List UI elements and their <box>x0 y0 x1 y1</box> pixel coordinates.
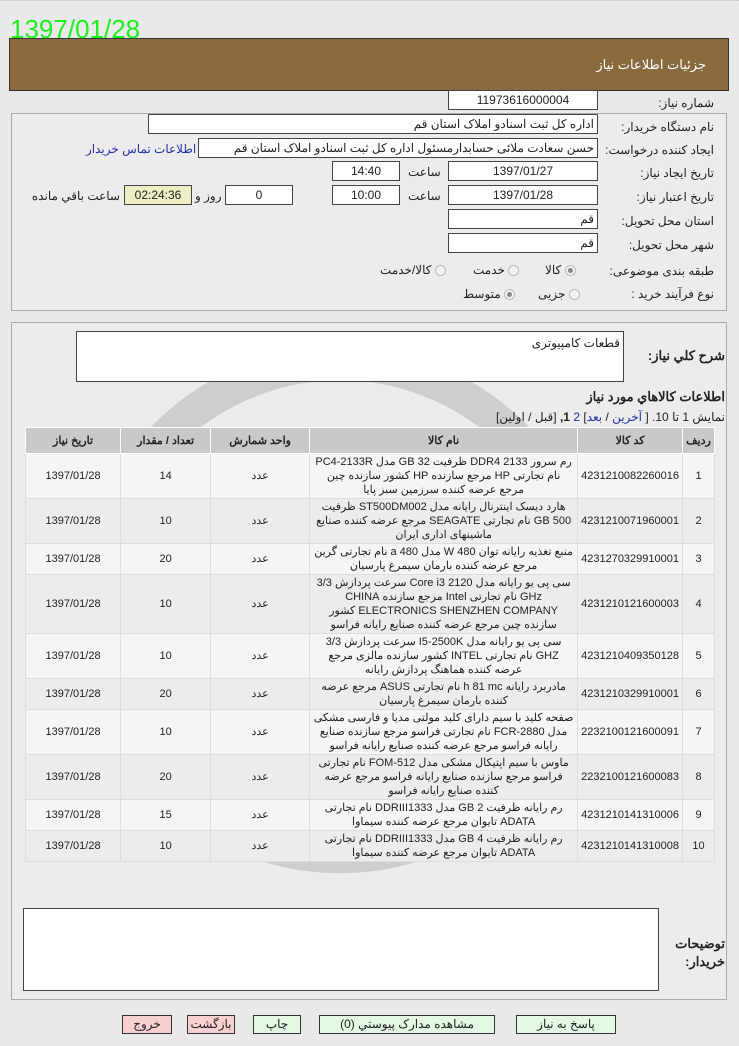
items-table <box>25 427 715 862</box>
cell-date: 1397/01/28 <box>26 575 121 634</box>
cell-row-number: 4 <box>683 575 715 634</box>
date-stamp: 1397/01/28 <box>10 14 141 44</box>
cell-qty: 15 <box>121 800 211 831</box>
need-number-label: شماره نیاز: <box>658 96 714 110</box>
created-time-label: ساعت <box>408 165 441 179</box>
cell-row-number: 7 <box>683 710 715 755</box>
category-option-both[interactable]: کالا/خدمت <box>380 263 446 277</box>
table-row <box>26 634 715 679</box>
col-name: نام کالا <box>310 428 578 454</box>
description-label: شرح کلي نياز: <box>647 348 725 363</box>
buyer-org-label: نام دستگاه خریدار: <box>621 120 714 134</box>
table-header-row <box>26 428 715 454</box>
table-row <box>26 755 715 800</box>
cell-date: 1397/01/28 <box>26 544 121 575</box>
cell-name: ماوس با سیم اپتیکال مشکی مدل FOM-512 نام تجارتی فراسو مرجع سازنده صنایع رایانه فراسو مرجع عرضه کننده صنایع رایانه فراسو <box>310 755 578 800</box>
cell-unit: عدد <box>211 454 310 499</box>
page-header <box>9 38 729 91</box>
cell-date: 1397/01/28 <box>26 831 121 862</box>
province-label: استان محل تحویل: <box>621 214 714 228</box>
cell-unit: عدد <box>211 634 310 679</box>
cell-code: 4231210082260016 <box>578 454 683 499</box>
cell-unit: عدد <box>211 800 310 831</box>
cell-code: 4231210071960001 <box>578 499 683 544</box>
radio-icon[interactable] <box>504 289 515 300</box>
buyer-org-field[interactable]: اداره کل ثبت اسنادو املاک استان قم <box>148 114 598 134</box>
radio-icon[interactable] <box>565 265 576 276</box>
buyer-notes-field[interactable] <box>23 908 659 991</box>
page-title: جزئیات اطلاعات نیاز <box>596 57 706 72</box>
cell-code: 4231210141310008 <box>578 831 683 862</box>
cell-code: 2232100121600083 <box>578 755 683 800</box>
exit-button[interactable]: خروج <box>122 1015 172 1034</box>
remaining-label: ساعت باقي مانده <box>31 189 120 203</box>
reply-button[interactable]: پاسخ به نیاز <box>516 1015 616 1034</box>
radio-icon[interactable] <box>435 265 446 276</box>
cell-name: صفحه کلید با سیم دارای کلید مولتی مدیا و فارسی مشکی مدل FCR-2880 نام تجارتی فراسو مرجع سازنده صنایع رایانه فراسو مرجع عرضه کننده صنایع رایانه فراسو <box>310 710 578 755</box>
cell-date: 1397/01/28 <box>26 679 121 710</box>
cell-row-number: 5 <box>683 634 715 679</box>
days-label: روز و <box>195 189 222 203</box>
cell-row-number: 1 <box>683 454 715 499</box>
valid-date-field[interactable]: 1397/01/28 <box>448 185 598 205</box>
cell-name: رم سرور DDR4 2133 ظرفیت 32 GB مدل PC4-2133R نام تجارتی HP مرجع سازنده HP کشور سازنده چین مرجع عرضه کننده سرزمین سبز پایا <box>310 454 578 499</box>
buyer-contact-link[interactable]: اطلاعات تماس خریدار <box>86 142 197 156</box>
cell-name: سی پی یو رایانه مدل I5-2500K سرعت پردازش 3/3 GHZ نام تجارتی INTEL کشور سازنده مالزی مرجع عرضه کننده هماهنگ پردازش رایانه <box>310 634 578 679</box>
cell-unit: عدد <box>211 710 310 755</box>
current-page: 1, <box>559 410 570 424</box>
cell-date: 1397/01/28 <box>26 755 121 800</box>
valid-time-field[interactable]: 10:00 <box>332 185 400 205</box>
items-title: اطلاعات کالاهاي مورد نياز <box>586 389 725 404</box>
radio-icon[interactable] <box>569 289 580 300</box>
cell-date: 1397/01/28 <box>26 710 121 755</box>
table-row <box>26 831 715 862</box>
cell-code: 2232100121600091 <box>578 710 683 755</box>
cell-row-number: 8 <box>683 755 715 800</box>
col-unit: واحد شمارش <box>211 428 310 454</box>
cell-row-number: 9 <box>683 800 715 831</box>
radio-icon[interactable] <box>508 265 519 276</box>
col-code: کد کالا <box>578 428 683 454</box>
table-row <box>26 575 715 634</box>
table-row <box>26 710 715 755</box>
cell-code: 4231210121600003 <box>578 575 683 634</box>
description-field[interactable]: قطعات کامپیوتری <box>76 331 624 382</box>
print-button[interactable]: چاپ <box>253 1015 301 1034</box>
process-option-medium[interactable]: متوسط <box>463 287 515 301</box>
cell-name: سی پی یو رایانه مدل Core i3 2120 سرعت پردازش 3/3 GHz نام تجارتی Intel مرجع سازنده CHINA ELECTRONICS SHENZHEN COMPANY کشور سازنده چین مرجع عرضه کننده صنایع رایانه فراسو <box>310 575 578 634</box>
cell-unit: عدد <box>211 544 310 575</box>
cell-name: رم رایانه ظرفیت 4 GB مدل DDRIII1333 نام تجارتی ADATA تایوان مرجع عرضه کننده سیماوا <box>310 831 578 862</box>
created-date-field[interactable]: 1397/01/27 <box>448 161 598 181</box>
cell-name: رم رایانه ظرفیت 2 GB مدل DDRIII1333 نام تجارتی ADATA تایوان مرجع عرضه کننده سیماوا <box>310 800 578 831</box>
cell-unit: عدد <box>211 831 310 862</box>
cell-qty: 20 <box>121 679 211 710</box>
table-row <box>26 499 715 544</box>
cell-date: 1397/01/28 <box>26 499 121 544</box>
page-2-link[interactable]: 2 <box>573 410 580 424</box>
view-attachments-button[interactable]: مشاهده مدارک پیوستي (0) <box>319 1015 495 1034</box>
creator-label: ایجاد کننده درخواست: <box>605 143 714 157</box>
cell-unit: عدد <box>211 575 310 634</box>
table-row <box>26 800 715 831</box>
table-row <box>26 544 715 575</box>
cell-qty: 10 <box>121 634 211 679</box>
table-row <box>26 454 715 499</box>
cell-qty: 14 <box>121 454 211 499</box>
cell-name: هارد دیسک اینترنال رایانه مدل ST500DM002 ظرفیت 500 GB نام تجارتی SEAGATE مرجع عرضه کننده صنایع ماشینهای اداری ایران <box>310 499 578 544</box>
city-field[interactable]: قم <box>448 233 598 253</box>
province-field[interactable]: قم <box>448 209 598 229</box>
category-label: طبقه بندی موضوعی: <box>609 264 714 278</box>
cell-unit: عدد <box>211 499 310 544</box>
cell-qty: 20 <box>121 755 211 800</box>
cell-date: 1397/01/28 <box>26 800 121 831</box>
back-button[interactable]: بازگشت <box>187 1015 235 1034</box>
cell-qty: 10 <box>121 499 211 544</box>
cell-date: 1397/01/28 <box>26 634 121 679</box>
valid-date-label: تاریخ اعتبار نیاز: <box>636 190 714 204</box>
cell-qty: 10 <box>121 710 211 755</box>
process-option-minor[interactable]: جزیی <box>538 287 580 301</box>
cell-qty: 10 <box>121 575 211 634</box>
process-label: نوع فرآیند خرید : <box>631 287 714 301</box>
table-row <box>26 679 715 710</box>
city-label: شهر محل تحویل: <box>628 238 714 252</box>
cell-qty: 20 <box>121 544 211 575</box>
cell-row-number: 10 <box>683 831 715 862</box>
cell-row-number: 6 <box>683 679 715 710</box>
days-field[interactable]: 0 <box>225 185 293 205</box>
col-date: تاریخ نیاز <box>26 428 121 454</box>
created-time-field[interactable]: 14:40 <box>332 161 400 181</box>
next-page-link[interactable]: بعد <box>586 410 603 424</box>
cell-code: 4231210409350128 <box>578 634 683 679</box>
cell-unit: عدد <box>211 679 310 710</box>
last-page-link[interactable]: آخرین <box>612 410 643 424</box>
cell-row-number: 3 <box>683 544 715 575</box>
cell-row-number: 2 <box>683 499 715 544</box>
category-option-goods[interactable]: کالا <box>545 263 576 277</box>
cell-name: منبع تغذیه رایانه توان 480 W مدل 480 a نام تجارتی گرین مرجع عرضه کننده بارمان سیمرغ پارسیان <box>310 544 578 575</box>
cell-code: 4231210329910001 <box>578 679 683 710</box>
cell-name: مادربرد رایانه h 81 mc نام تجارتی ASUS مرجع عرضه کننده بارمان سیمرغ پارسیان <box>310 679 578 710</box>
created-date-label: تاریخ ایجاد نیاز: <box>640 166 714 180</box>
need-number-field[interactable]: 11973616000004 <box>448 90 598 110</box>
cell-date: 1397/01/28 <box>26 454 121 499</box>
remaining-time-field: 02:24:36 <box>124 185 192 205</box>
creator-field[interactable]: حسن سعادت ملائی حسابدارمسئول اداره کل ثبت اسنادو املاک استان قم <box>198 138 598 158</box>
buyer-notes-label: توضیحات خریدار: <box>675 936 725 969</box>
valid-time-label: ساعت <box>408 189 441 203</box>
cell-qty: 10 <box>121 831 211 862</box>
top-divider <box>0 0 739 1</box>
cell-code: 4231270329910001 <box>578 544 683 575</box>
cell-unit: عدد <box>211 755 310 800</box>
cell-code: 4231210141310006 <box>578 800 683 831</box>
category-option-service[interactable]: خدمت <box>473 263 519 277</box>
pagination: نمایش 1 تا 10. [ آخرین / بعد] 2 1, [قبل / اولین] <box>495 410 725 424</box>
col-qty: تعداد / مقدار <box>121 428 211 454</box>
col-row-number: ردیف <box>683 428 715 454</box>
